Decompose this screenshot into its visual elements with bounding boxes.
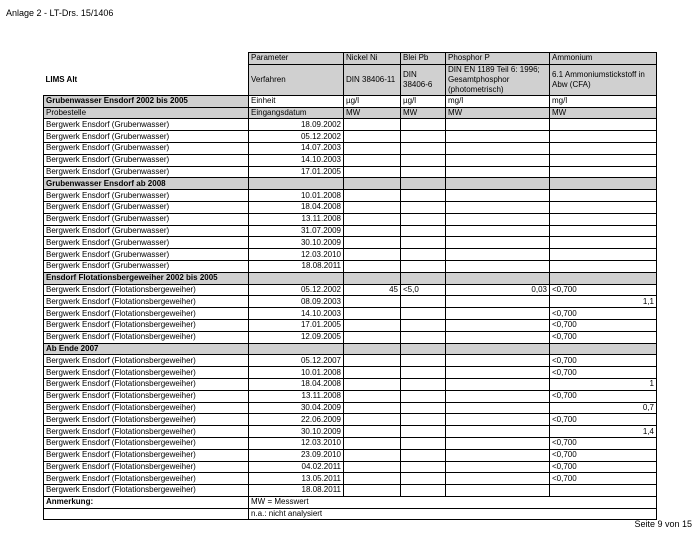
verfahren-label: Verfahren bbox=[249, 64, 344, 95]
table-row bbox=[44, 473, 657, 485]
section-title: Ab Ende 2007 bbox=[44, 343, 249, 355]
sample-date: 08.09.2003 bbox=[249, 296, 344, 308]
table-row bbox=[44, 414, 657, 426]
table-row bbox=[44, 308, 657, 320]
table-row bbox=[44, 249, 657, 261]
value-nickel bbox=[344, 131, 401, 143]
method-nickel: DIN 38406-11 bbox=[344, 64, 401, 95]
empty-cell bbox=[344, 178, 401, 190]
table-row bbox=[44, 367, 657, 379]
sample-location: Bergwerk Ensdorf (Flotationsbergeweiher) bbox=[44, 437, 249, 449]
value-nickel bbox=[344, 449, 401, 461]
value-nickel bbox=[344, 331, 401, 343]
sample-location: Bergwerk Ensdorf (Flotationsbergeweiher) bbox=[44, 331, 249, 343]
sample-date: 05.12.2002 bbox=[249, 284, 344, 296]
value-nickel bbox=[344, 237, 401, 249]
value-phosphor bbox=[446, 237, 550, 249]
value-ammonium bbox=[550, 485, 657, 497]
value-nickel bbox=[344, 308, 401, 320]
table-row bbox=[44, 449, 657, 461]
value-ammonium bbox=[550, 119, 657, 131]
sample-location: Bergwerk Ensdorf (Grubenwasser) bbox=[44, 260, 249, 272]
sample-date: 05.12.2002 bbox=[249, 131, 344, 143]
value-blei bbox=[401, 131, 446, 143]
parameter-label: Parameter bbox=[249, 53, 344, 65]
sample-date: 13.11.2008 bbox=[249, 213, 344, 225]
empty-cell bbox=[44, 53, 249, 65]
sample-location: Bergwerk Ensdorf (Grubenwasser) bbox=[44, 190, 249, 202]
sample-date: 13.11.2008 bbox=[249, 390, 344, 402]
value-nickel bbox=[344, 319, 401, 331]
sample-date: 18.09.2002 bbox=[249, 119, 344, 131]
empty-cell bbox=[550, 343, 657, 355]
value-ammonium: <0,700 bbox=[550, 355, 657, 367]
value-ammonium: <0,700 bbox=[550, 449, 657, 461]
value-ammonium bbox=[550, 154, 657, 166]
table-row bbox=[44, 402, 657, 414]
sample-date: 18.08.2011 bbox=[249, 260, 344, 272]
value-nickel bbox=[344, 485, 401, 497]
table-row bbox=[44, 201, 657, 213]
value-nickel bbox=[344, 213, 401, 225]
value-nickel bbox=[344, 142, 401, 154]
mw-blei: MW bbox=[401, 107, 446, 119]
sample-date: 30.04.2009 bbox=[249, 402, 344, 414]
data-table bbox=[43, 52, 657, 520]
col-nickel: Nickel Ni bbox=[344, 53, 401, 65]
table-row bbox=[44, 296, 657, 308]
value-phosphor bbox=[446, 166, 550, 178]
empty-cell bbox=[401, 178, 446, 190]
value-nickel bbox=[344, 119, 401, 131]
value-ammonium bbox=[550, 260, 657, 272]
table-row bbox=[44, 213, 657, 225]
probestelle-label: Probestelle bbox=[44, 107, 249, 119]
lims-label: LIMS Alt bbox=[45, 74, 78, 84]
sample-date: 30.10.2009 bbox=[249, 426, 344, 438]
value-ammonium bbox=[550, 201, 657, 213]
value-nickel: 45 bbox=[344, 284, 401, 296]
unit-nickel: µg/l bbox=[344, 95, 401, 107]
sample-location: Bergwerk Ensdorf (Flotationsbergeweiher) bbox=[44, 449, 249, 461]
value-phosphor bbox=[446, 308, 550, 320]
value-nickel bbox=[344, 225, 401, 237]
table-row bbox=[44, 119, 657, 131]
value-nickel bbox=[344, 190, 401, 202]
sample-location: Bergwerk Ensdorf (Flotationsbergeweiher) bbox=[44, 461, 249, 473]
empty-cell bbox=[446, 343, 550, 355]
header-row-verfahren bbox=[44, 64, 657, 95]
mw-nickel: MW bbox=[344, 107, 401, 119]
unit-blei: µg/l bbox=[401, 95, 446, 107]
col-blei: Blei Pb bbox=[401, 53, 446, 65]
value-nickel bbox=[344, 154, 401, 166]
notes-label: Anmerkung: bbox=[44, 496, 249, 508]
sample-location: Bergwerk Ensdorf (Grubenwasser) bbox=[44, 201, 249, 213]
mw-phosphor: MW bbox=[446, 107, 550, 119]
value-ammonium: 1,4 bbox=[550, 426, 657, 438]
value-ammonium: <0,700 bbox=[550, 461, 657, 473]
table-row bbox=[44, 237, 657, 249]
value-ammonium: <0,700 bbox=[550, 331, 657, 343]
empty-cell bbox=[249, 343, 344, 355]
sample-location: Bergwerk Ensdorf (Grubenwasser) bbox=[44, 213, 249, 225]
value-phosphor bbox=[446, 213, 550, 225]
col-phosphor: Phosphor P bbox=[446, 53, 550, 65]
sample-location: Bergwerk Ensdorf (Flotationsbergeweiher) bbox=[44, 485, 249, 497]
value-nickel bbox=[344, 378, 401, 390]
value-phosphor bbox=[446, 331, 550, 343]
value-blei bbox=[401, 237, 446, 249]
sample-date: 14.10.2003 bbox=[249, 154, 344, 166]
sample-location: Bergwerk Ensdorf (Flotationsbergeweiher) bbox=[44, 355, 249, 367]
value-blei bbox=[401, 378, 446, 390]
table-row bbox=[44, 378, 657, 390]
sample-location: Bergwerk Ensdorf (Grubenwasser) bbox=[44, 166, 249, 178]
notes-row bbox=[44, 508, 657, 520]
empty-cell bbox=[249, 272, 344, 284]
sample-location: Bergwerk Ensdorf (Flotationsbergeweiher) bbox=[44, 414, 249, 426]
value-blei bbox=[401, 119, 446, 131]
sample-location: Bergwerk Ensdorf (Grubenwasser) bbox=[44, 237, 249, 249]
value-phosphor bbox=[446, 131, 550, 143]
value-blei bbox=[401, 437, 446, 449]
sample-date: 17.01.2005 bbox=[249, 166, 344, 178]
notes-line-2: n.a.: nicht analysiert bbox=[249, 508, 657, 520]
notes-line-1: MW = Messwert bbox=[249, 496, 657, 508]
sample-date: 04.02.2011 bbox=[249, 461, 344, 473]
section-row bbox=[44, 272, 657, 284]
value-nickel bbox=[344, 426, 401, 438]
method-ammonium: 6.1 Ammoniumstickstoff in Abw (CFA) bbox=[550, 64, 657, 95]
value-phosphor bbox=[446, 154, 550, 166]
einheit-label: Einheit bbox=[249, 95, 344, 107]
unit-ammonium: mg/l bbox=[550, 95, 657, 107]
value-nickel bbox=[344, 201, 401, 213]
table-row bbox=[44, 426, 657, 438]
value-phosphor bbox=[446, 201, 550, 213]
value-ammonium: <0,700 bbox=[550, 308, 657, 320]
sample-location: Bergwerk Ensdorf (Flotationsbergeweiher) bbox=[44, 319, 249, 331]
sample-date: 13.05.2011 bbox=[249, 473, 344, 485]
sample-date: 18.08.2011 bbox=[249, 485, 344, 497]
sample-date: 10.01.2008 bbox=[249, 367, 344, 379]
value-ammonium bbox=[550, 249, 657, 261]
value-phosphor bbox=[446, 378, 550, 390]
value-nickel bbox=[344, 390, 401, 402]
value-blei bbox=[401, 142, 446, 154]
sample-location: Bergwerk Ensdorf (Grubenwasser) bbox=[44, 225, 249, 237]
value-nickel bbox=[344, 355, 401, 367]
table-row bbox=[44, 131, 657, 143]
value-ammonium bbox=[550, 142, 657, 154]
sample-date: 14.07.2003 bbox=[249, 142, 344, 154]
value-blei bbox=[401, 414, 446, 426]
value-phosphor bbox=[446, 485, 550, 497]
value-blei bbox=[401, 390, 446, 402]
value-phosphor bbox=[446, 260, 550, 272]
value-phosphor: 0,03 bbox=[446, 284, 550, 296]
value-phosphor bbox=[446, 190, 550, 202]
sample-date: 18.04.2008 bbox=[249, 378, 344, 390]
table-row bbox=[44, 190, 657, 202]
header-row-probestelle bbox=[44, 107, 657, 119]
sample-date: 12.03.2010 bbox=[249, 249, 344, 261]
value-phosphor bbox=[446, 367, 550, 379]
table-row bbox=[44, 142, 657, 154]
value-blei bbox=[401, 485, 446, 497]
sample-date: 17.01.2005 bbox=[249, 319, 344, 331]
value-blei bbox=[401, 319, 446, 331]
empty-cell bbox=[401, 343, 446, 355]
eingangsdatum-label: Eingangsdatum bbox=[249, 107, 344, 119]
method-phosphor: DIN EN 1189 Teil 6: 1996; Gesamtphosphor (photometrisch) bbox=[446, 64, 550, 95]
sample-location: Bergwerk Ensdorf (Grubenwasser) bbox=[44, 249, 249, 261]
value-blei bbox=[401, 308, 446, 320]
value-ammonium bbox=[550, 225, 657, 237]
value-blei bbox=[401, 249, 446, 261]
value-phosphor bbox=[446, 296, 550, 308]
value-nickel bbox=[344, 473, 401, 485]
table-row bbox=[44, 461, 657, 473]
sample-location: Bergwerk Ensdorf (Flotationsbergeweiher) bbox=[44, 284, 249, 296]
value-blei bbox=[401, 331, 446, 343]
table-row bbox=[44, 260, 657, 272]
sample-location: Bergwerk Ensdorf (Grubenwasser) bbox=[44, 131, 249, 143]
notes-row bbox=[44, 496, 657, 508]
section-heading: Grubenwasser Ensdorf 2002 bis 2005 bbox=[44, 95, 249, 107]
table-row bbox=[44, 154, 657, 166]
value-ammonium bbox=[550, 213, 657, 225]
value-blei bbox=[401, 402, 446, 414]
value-ammonium: <0,700 bbox=[550, 414, 657, 426]
value-blei bbox=[401, 426, 446, 438]
value-phosphor bbox=[446, 142, 550, 154]
sample-date: 31.07.2009 bbox=[249, 225, 344, 237]
value-nickel bbox=[344, 249, 401, 261]
value-ammonium: <0,700 bbox=[550, 367, 657, 379]
value-blei bbox=[401, 213, 446, 225]
empty-cell bbox=[401, 272, 446, 284]
sample-location: Bergwerk Ensdorf (Flotationsbergeweiher) bbox=[44, 402, 249, 414]
value-blei bbox=[401, 473, 446, 485]
sample-location: Bergwerk Ensdorf (Flotationsbergeweiher) bbox=[44, 390, 249, 402]
value-nickel bbox=[344, 402, 401, 414]
sample-date: 05.12.2007 bbox=[249, 355, 344, 367]
sample-location: Bergwerk Ensdorf (Grubenwasser) bbox=[44, 142, 249, 154]
empty-cell bbox=[550, 272, 657, 284]
value-ammonium: <0,700 bbox=[550, 473, 657, 485]
value-blei bbox=[401, 260, 446, 272]
value-ammonium: <0,700 bbox=[550, 390, 657, 402]
sample-location: Bergwerk Ensdorf (Flotationsbergeweiher) bbox=[44, 296, 249, 308]
value-blei bbox=[401, 296, 446, 308]
empty-cell bbox=[344, 272, 401, 284]
value-phosphor bbox=[446, 249, 550, 261]
table-row bbox=[44, 166, 657, 178]
value-phosphor bbox=[446, 414, 550, 426]
sample-date: 22.06.2009 bbox=[249, 414, 344, 426]
value-blei bbox=[401, 166, 446, 178]
table-row bbox=[44, 319, 657, 331]
value-ammonium bbox=[550, 166, 657, 178]
col-ammonium: Ammonium bbox=[550, 53, 657, 65]
value-ammonium: 1,1 bbox=[550, 296, 657, 308]
table-row bbox=[44, 225, 657, 237]
value-phosphor bbox=[446, 437, 550, 449]
value-ammonium: <0,700 bbox=[550, 284, 657, 296]
table-row bbox=[44, 485, 657, 497]
value-phosphor bbox=[446, 449, 550, 461]
value-phosphor bbox=[446, 461, 550, 473]
value-phosphor bbox=[446, 225, 550, 237]
section-title: Grubenwasser Ensdorf ab 2008 bbox=[44, 178, 249, 190]
value-ammonium bbox=[550, 131, 657, 143]
value-nickel bbox=[344, 296, 401, 308]
value-ammonium: <0,700 bbox=[550, 319, 657, 331]
section-row bbox=[44, 178, 657, 190]
empty-cell bbox=[550, 178, 657, 190]
section-row bbox=[44, 343, 657, 355]
value-phosphor bbox=[446, 473, 550, 485]
sample-location: Bergwerk Ensdorf (Flotationsbergeweiher) bbox=[44, 378, 249, 390]
value-phosphor bbox=[446, 390, 550, 402]
value-ammonium: 1 bbox=[550, 378, 657, 390]
value-blei bbox=[401, 355, 446, 367]
sample-date: 23.09.2010 bbox=[249, 449, 344, 461]
sample-date: 18.04.2008 bbox=[249, 201, 344, 213]
sample-location: Bergwerk Ensdorf (Flotationsbergeweiher) bbox=[44, 308, 249, 320]
value-nickel bbox=[344, 260, 401, 272]
value-blei bbox=[401, 461, 446, 473]
table-row bbox=[44, 390, 657, 402]
table-row bbox=[44, 437, 657, 449]
method-blei: DIN 38406-6 bbox=[401, 64, 446, 95]
document-header: Anlage 2 - LT-Drs. 15/1406 bbox=[6, 8, 114, 18]
sample-date: 14.10.2003 bbox=[249, 308, 344, 320]
header-row-einheit bbox=[44, 95, 657, 107]
value-phosphor bbox=[446, 319, 550, 331]
value-blei bbox=[401, 154, 446, 166]
sample-date: 12.09.2005 bbox=[249, 331, 344, 343]
value-blei bbox=[401, 201, 446, 213]
table-row bbox=[44, 284, 657, 296]
sample-location: Bergwerk Ensdorf (Grubenwasser) bbox=[44, 154, 249, 166]
sample-date: 12.03.2010 bbox=[249, 437, 344, 449]
header-row-parameter bbox=[44, 53, 657, 65]
value-ammonium bbox=[550, 237, 657, 249]
empty-cell bbox=[446, 272, 550, 284]
sample-location: Bergwerk Ensdorf (Flotationsbergeweiher) bbox=[44, 367, 249, 379]
value-ammonium: 0,7 bbox=[550, 402, 657, 414]
sample-location: Bergwerk Ensdorf (Flotationsbergeweiher) bbox=[44, 473, 249, 485]
section-title: Ensdorf Flotationsbergeweiher 2002 bis 2005 bbox=[44, 272, 249, 284]
value-blei bbox=[401, 449, 446, 461]
value-nickel bbox=[344, 166, 401, 178]
value-phosphor bbox=[446, 119, 550, 131]
empty-cell bbox=[344, 343, 401, 355]
table-row bbox=[44, 355, 657, 367]
sample-location: Bergwerk Ensdorf (Grubenwasser) bbox=[44, 119, 249, 131]
sample-date: 30.10.2009 bbox=[249, 237, 344, 249]
sample-location: Bergwerk Ensdorf (Flotationsbergeweiher) bbox=[44, 426, 249, 438]
value-phosphor bbox=[446, 402, 550, 414]
empty-cell bbox=[44, 508, 249, 520]
value-phosphor bbox=[446, 426, 550, 438]
value-nickel bbox=[344, 437, 401, 449]
unit-phosphor: mg/l bbox=[446, 95, 550, 107]
value-nickel bbox=[344, 461, 401, 473]
sample-date: 10.01.2008 bbox=[249, 190, 344, 202]
value-phosphor bbox=[446, 355, 550, 367]
empty-cell bbox=[249, 178, 344, 190]
value-nickel bbox=[344, 367, 401, 379]
page-number: Seite 9 von 15 bbox=[634, 519, 692, 529]
value-ammonium bbox=[550, 190, 657, 202]
value-blei bbox=[401, 367, 446, 379]
table-row bbox=[44, 331, 657, 343]
value-nickel bbox=[344, 414, 401, 426]
empty-cell bbox=[446, 178, 550, 190]
value-blei bbox=[401, 190, 446, 202]
mw-ammonium: MW bbox=[550, 107, 657, 119]
value-ammonium: <0,700 bbox=[550, 437, 657, 449]
value-blei bbox=[401, 225, 446, 237]
value-blei: <5,0 bbox=[401, 284, 446, 296]
